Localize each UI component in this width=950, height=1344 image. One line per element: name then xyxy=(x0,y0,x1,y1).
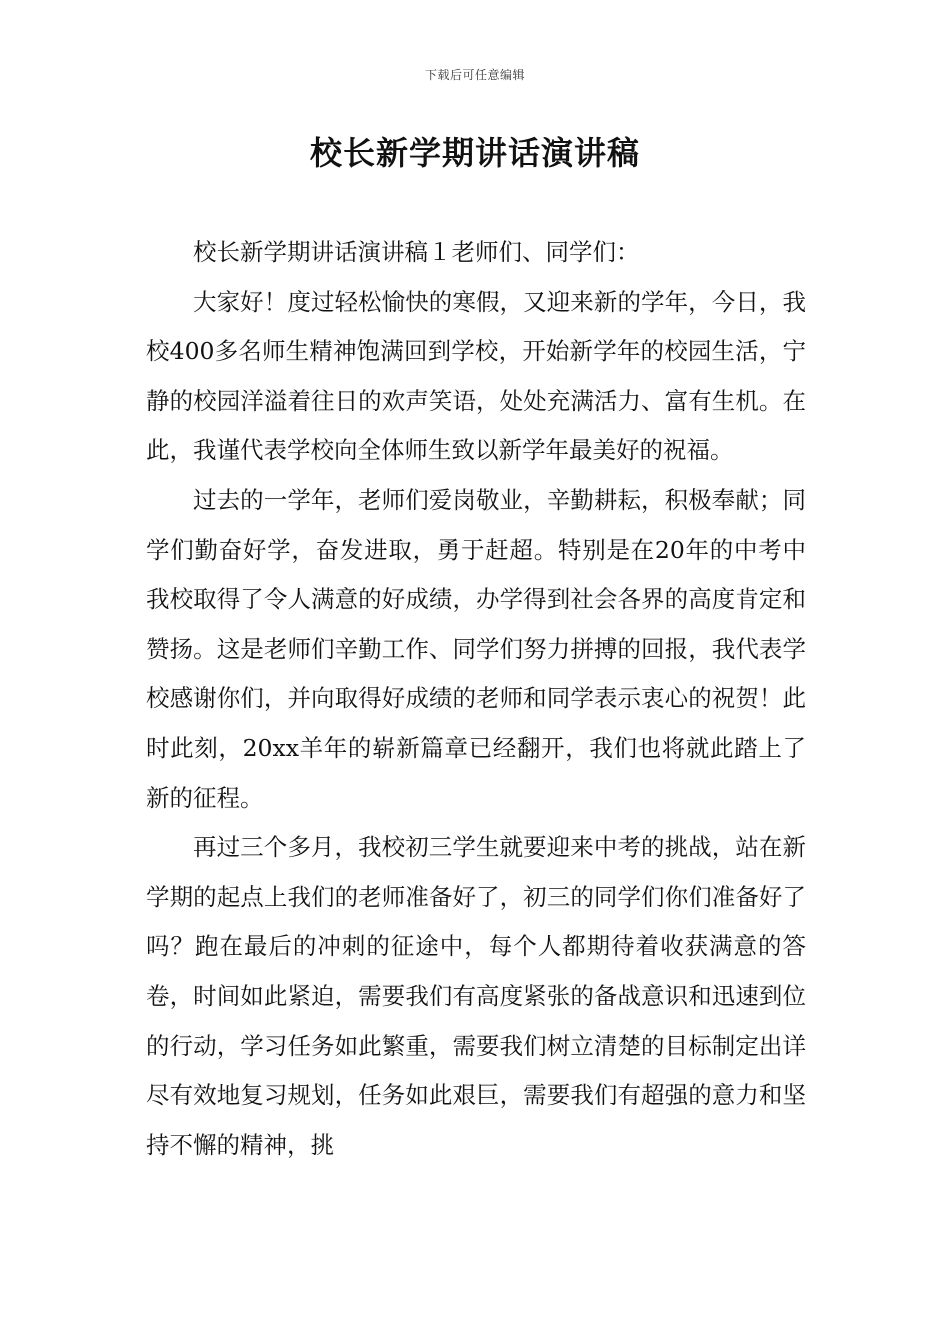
document-body xyxy=(146,228,806,1170)
paragraph-welcome: 大家好！度过轻松愉快的寒假，又迎来新的学年，今日，我校400多名师生精神饱满回到学校，开始新学年的校园生活，宁静的校园洋溢着往日的欢声笑语，处处充满活力、富有生机。在此，我谨代表学校向全体师生致以新学年最美好的祝福。 xyxy=(146,287,806,465)
header-note: 下载后可任意编辑 xyxy=(424,68,525,82)
paragraph-review: 过去的一学年，老师们爱岗敬业，辛勤耕耘，积极奉献；同学们勤奋好学，奋发进取，勇于赶超。特别是在20年的中考中我校取得了令人满意的好成绩，办学得到社会各界的高度肯定和赞扬。这是老师们辛勤工作、同学们努力拼搏的回报，我代表学校感谢你们，并向取得好成绩的老师和同学表示衷心的祝贺！此时此刻，20xx羊年的崭新篇章已经翻开，我们也将就此踏上了新的征程。 xyxy=(146,485,806,812)
paragraph-exam-challenge: 再过三个多月，我校初三学生就要迎来中考的挑战，站在新学期的起点上我们的老师准备好了，初三的同学们你们准备好了吗？跑在最后的冲刺的征途中，每个人都期待着收获满意的答卷，时间如此紧迫，需要我们有高度紧张的备战意识和迅速到位的行动，学习任务如此繁重，需要我们树立清楚的目标制定出详尽有效地复习规划，任务如此艰巨，需要我们有超强的意力和坚持不懈的精神，挑 xyxy=(146,833,806,1159)
paragraph-greeting: 校长新学期讲话演讲稿１老师们、同学们： xyxy=(193,238,640,266)
document-title: 校长新学期讲话演讲稿 xyxy=(309,134,640,172)
